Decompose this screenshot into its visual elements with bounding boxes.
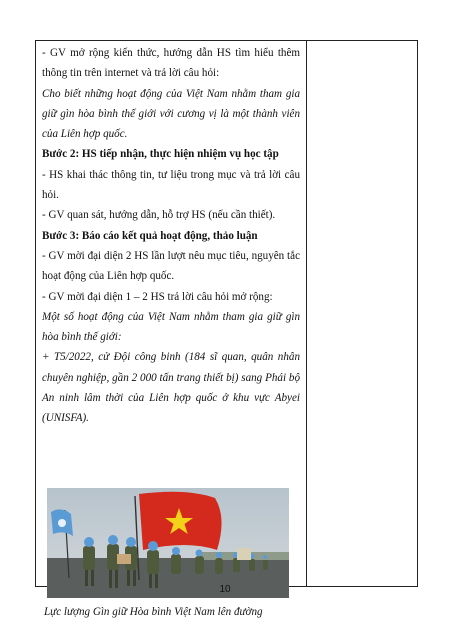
peacekeepers-photo (47, 488, 289, 598)
paragraph-teacher-support: - GV quan sát, hướng dẫn, hỗ trợ HS (nếu cần thiết). (42, 209, 276, 222)
activity-column (42, 43, 300, 429)
column-divider (306, 41, 307, 586)
paragraph-student-task: - HS khai thác thông tin, tư liệu trong mục và trả lời câu hỏi. (42, 168, 300, 202)
paragraph-extended-question: - GV mời đại diện 1 – 2 HS trả lời câu hỏi mở rộng: (42, 290, 273, 303)
question-text: Cho biết những hoạt động của Việt Nam nhằm tham gia giữ gìn hòa bình thế giới với cương vị là một thành viên của Liên hợp quốc. (42, 87, 300, 141)
paragraph-activities-intro: Một số hoạt động của Việt Nam nhằm tham gia giữ gìn hòa bình thế giới: (42, 310, 300, 344)
step2-heading: Bước 2: HS tiếp nhận, thực hiện nhiệm vụ học tập (42, 148, 279, 161)
paragraph-expand-knowledge: - GV mở rộng kiến thức, hướng dẫn HS tìm hiểu thêm thông tin trên internet và trả lời câu hỏi: (42, 47, 300, 80)
photo-caption: Lực lượng Gìn giữ Hòa bình Việt Nam lên đường (44, 606, 263, 618)
step3-heading: Bước 3: Báo cáo kết quả hoạt động, thảo luận (42, 229, 258, 242)
paragraph-students-report: - GV mời đại diện 2 HS lần lượt nêu mục tiêu, nguyên tắc hoạt động của Liên hợp quốc. (42, 249, 300, 283)
page-number: 10 (219, 584, 231, 595)
paragraph-unisfa: + T5/2022, cử Đội công binh (184 sĩ quan, quân nhân chuyên nghiệp, gần 2 000 tấn trang thiết bị) sang Phái bộ An ninh lâm thời của Liên hợp quốc ở khu vực Abyei (UNISFA). (42, 351, 300, 425)
